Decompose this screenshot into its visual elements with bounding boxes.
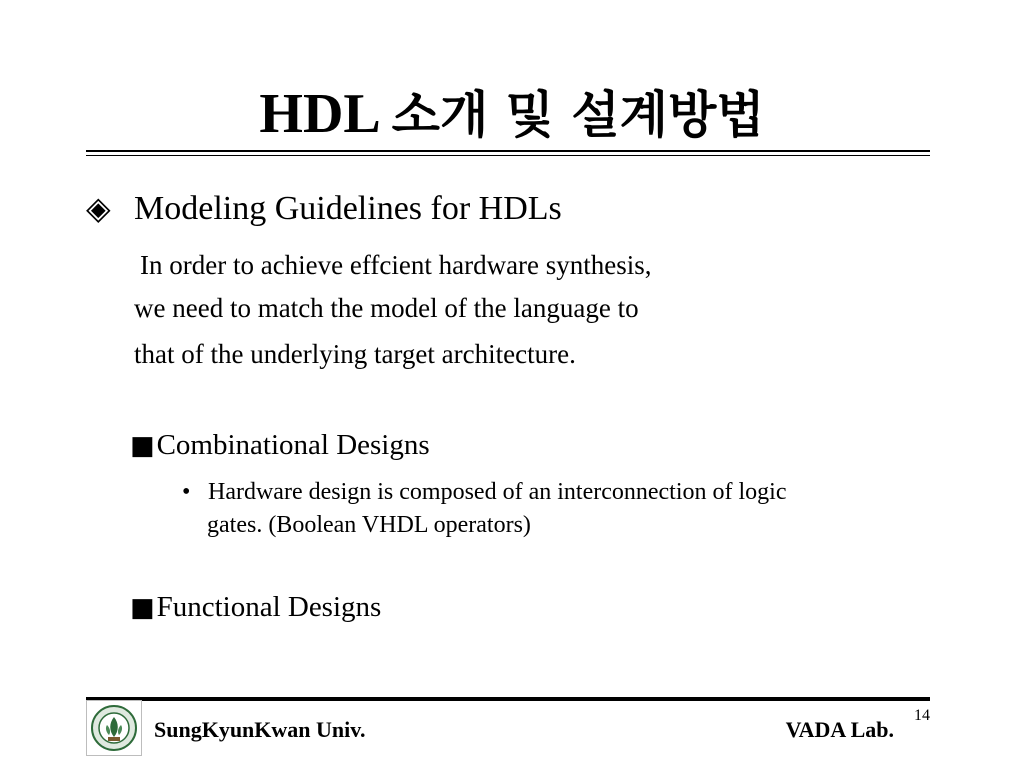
- slide-title: [0, 78, 1024, 151]
- checkbox-square-icon: ■: [130, 593, 155, 623]
- section-label: Combinational Designs: [156, 429, 430, 461]
- bullet-dot-icon: •: [182, 479, 191, 505]
- title-rule-thick: [86, 150, 930, 152]
- list-item: [182, 475, 786, 509]
- list-item-line-1: Hardware design is composed of an interconnection of logic: [208, 479, 787, 505]
- paragraph-line-2: we need to match the model of the language to: [134, 293, 639, 323]
- checkbox-square-icon: ■: [130, 431, 155, 461]
- university-seal-logo: [86, 700, 142, 756]
- paragraph-line-1: In order to achieve effcient hardware synthesis,: [140, 250, 652, 280]
- title-korean: 소개 및 설계방법: [391, 86, 765, 144]
- title-latin: HDL: [259, 83, 378, 145]
- section-combinational: [130, 427, 430, 464]
- main-bullet-text: Modeling Guidelines for HDLs: [134, 190, 562, 227]
- footer-university: SungKyunKwan Univ.: [154, 717, 366, 742]
- section-functional: [130, 589, 381, 626]
- diamond-bullet-icon: ◈: [86, 189, 111, 227]
- main-bullet: [86, 184, 562, 233]
- section-label: Functional Designs: [156, 591, 382, 623]
- page-number: 14: [914, 707, 930, 724]
- footer-rule: [86, 697, 930, 701]
- paragraph-line-3: that of the underlying target architecture.: [134, 339, 576, 369]
- list-item-line-2: gates. (Boolean VHDL operators): [207, 512, 531, 538]
- title-rule-thin: [86, 155, 930, 156]
- footer-lab: VADA Lab.: [785, 717, 894, 742]
